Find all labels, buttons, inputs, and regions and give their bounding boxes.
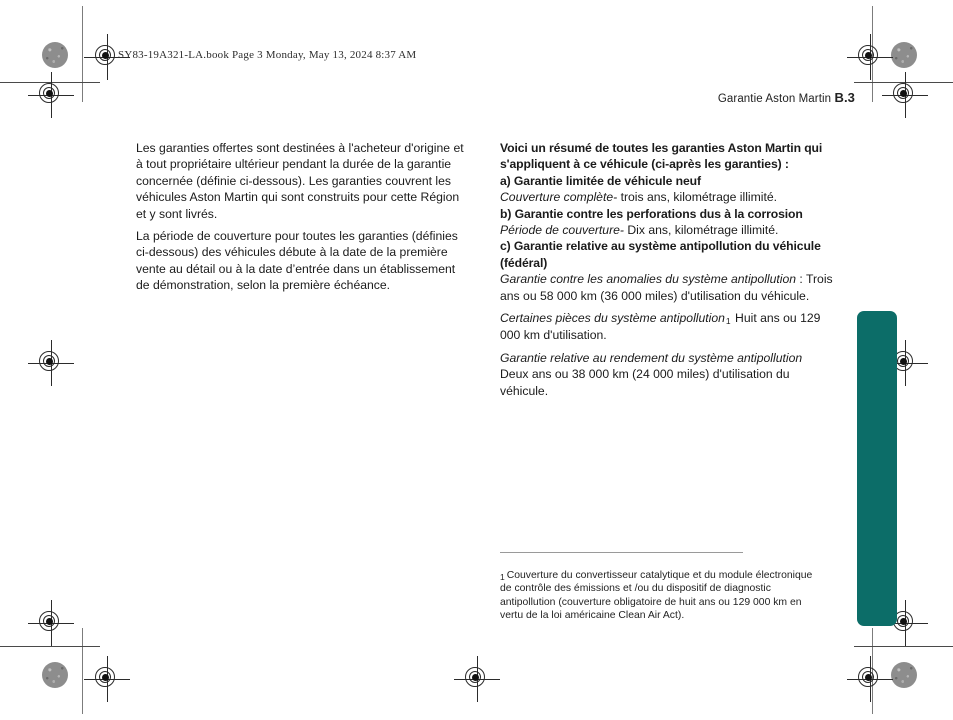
footnote-reference-marker: 1 bbox=[725, 316, 731, 327]
halftone-patch-top-right bbox=[891, 42, 917, 68]
body-column-left bbox=[136, 140, 466, 294]
warranty-item-c-parts-clause bbox=[500, 310, 840, 344]
warranty-item-a-term bbox=[500, 189, 840, 205]
footnote-body: Couverture du convertisseur catalytique et du module électronique de contrôle des émissions et /ou du dispositif de diagnostic antipollution (couverture obligatoire de huit ans ou 129 000 km en vertu de la loi américaine Clean Air Act). bbox=[500, 570, 813, 622]
registration-mark-middle-left bbox=[28, 340, 74, 386]
registration-mark-upper-left bbox=[28, 72, 74, 118]
warranty-item-a-term-label: Couverture complète- bbox=[500, 190, 618, 205]
left-paragraph-2: La période de couverture pour toutes les garanties (définies ci-dessous) des véhicules débute à la date de la première vente au détail ou à la date d’entrée dans un établissement de démonstration, selon la première échéance. bbox=[136, 229, 458, 293]
warranty-item-c-performance-body: Deux ans ou 38 000 km (24 000 miles) d'utilisation du véhicule. bbox=[500, 367, 790, 398]
body-column-right bbox=[500, 140, 840, 399]
warranty-item-c-defect-clause bbox=[500, 271, 840, 304]
registration-mark-lower-left bbox=[28, 600, 74, 646]
warranty-item-c-parts-label: Certaines pièces du système antipollution bbox=[500, 311, 725, 326]
halftone-patch-bottom-left bbox=[42, 662, 68, 688]
section-thumb-tab bbox=[857, 311, 897, 626]
warranty-item-b-term-label: Période de couverture- bbox=[500, 223, 624, 238]
running-head bbox=[718, 90, 855, 105]
footnote-marker: 1 bbox=[500, 572, 505, 582]
trim-rule-bottom-left bbox=[0, 646, 100, 647]
left-paragraph-1: Les garanties offertes sont destinées à l'acheteur d'origine et à tout propriétaire ultérieur pendant la durée de la garantie concernée (définie ci-dessous). Les garanties couvrent les véhicules Aston Martin qui sont construits pour cette Région et y sont livrés. bbox=[136, 141, 464, 221]
warranty-item-c-defect-colon: : bbox=[796, 272, 803, 287]
trim-rule-left-vertical-lower bbox=[82, 628, 83, 714]
warranty-item-c-heading bbox=[500, 238, 840, 271]
warranty-item-a-term-value: trois ans, kilométrage illimité. bbox=[617, 190, 778, 205]
warranty-item-c-parts-body: Huit ans ou 129 000 km d'utilisation. bbox=[500, 311, 821, 343]
warranty-item-c-defect-body: Trois ans ou 58 000 km (36 000 miles) d'utilisation du véhicule. bbox=[500, 272, 833, 303]
warranty-item-c-performance-label: Garantie relative au rendement du système antipollution bbox=[500, 350, 803, 365]
warranty-item-c-defect-label: Garantie contre les anomalies du système antipollution bbox=[500, 272, 797, 287]
halftone-patch-bottom-right bbox=[891, 662, 917, 688]
warranty-item-b-term-value: Dix ans, kilométrage illimité. bbox=[623, 223, 779, 238]
warranty-intro: Voici un résumé de toutes les garanties Aston Martin qui s'appliquent à ce véhicule (ci-après les garanties) : bbox=[500, 141, 823, 172]
footnote-separator-rule bbox=[500, 552, 743, 553]
registration-mark-bottom-left bbox=[84, 656, 130, 702]
warranty-item-c-performance-clause bbox=[500, 350, 840, 399]
file-slug-line: SY83-19A321-LA.book Page 3 Monday, May 13, 2024 8:37 AM bbox=[118, 49, 417, 61]
halftone-patch-top-left bbox=[42, 42, 68, 68]
warranty-item-b-heading: b) Garantie contre les perforations dus à la corrosion bbox=[500, 206, 803, 221]
warranty-item-b-term bbox=[500, 222, 840, 238]
page-folio: B.3 bbox=[834, 90, 855, 105]
warranty-item-c-heading-line-2: (fédéral) bbox=[500, 255, 548, 270]
trim-rule-bottom-right bbox=[854, 646, 953, 647]
footnote-text bbox=[500, 569, 818, 623]
registration-mark-upper-right bbox=[882, 72, 928, 118]
warranty-item-a-heading: a) Garantie limitée de véhicule neuf bbox=[500, 173, 701, 188]
warranty-item-c-heading-line-1: c) Garantie relative au système antipollution du véhicule bbox=[500, 239, 821, 254]
footnote-block bbox=[500, 552, 818, 623]
registration-mark-bottom-center bbox=[454, 656, 500, 702]
registration-mark-bottom-right bbox=[847, 656, 893, 702]
trim-rule-left-vertical bbox=[82, 6, 83, 102]
running-head-title: Garantie Aston Martin bbox=[717, 93, 832, 105]
